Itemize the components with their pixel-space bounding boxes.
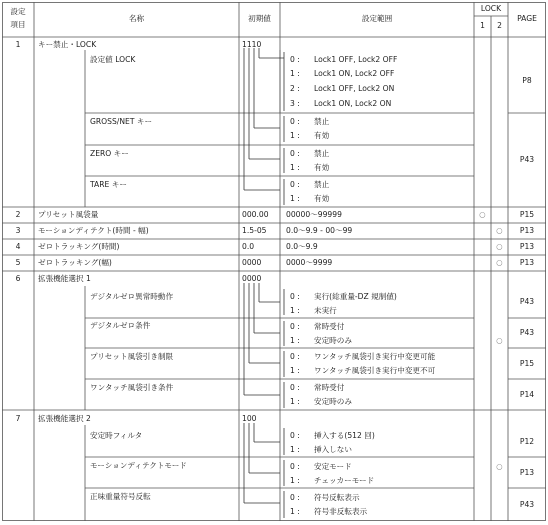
row6-sub1-opt0-key: 0 : xyxy=(290,292,300,301)
row7-sub2-opt1-val: チェッカーモード xyxy=(314,476,375,485)
row1-sub3-opt1-key: 1 : xyxy=(290,163,300,172)
row1-sub234-page: P43 xyxy=(519,155,535,164)
header-range: 設定範囲 xyxy=(361,14,393,23)
row1-sub4-opt0-val: 禁止 xyxy=(314,180,330,189)
row1-no: 1 xyxy=(15,40,21,49)
row6-sub4-name: ワンタッチ風袋引き条件 xyxy=(90,383,174,392)
header-lock: LOCK xyxy=(480,4,502,13)
row6-sub1-name: デジタルゼロ異常時動作 xyxy=(90,292,174,301)
row7-sub3-opt0-val: 符号反転表示 xyxy=(314,493,360,502)
row6-sub4-page: P14 xyxy=(519,390,535,399)
row1-sub2-opt1-val: 有効 xyxy=(314,131,330,140)
row7-name: 拡張機能選択 2 xyxy=(38,414,91,423)
row5-range: 0000～9999 xyxy=(286,258,333,267)
row7-no: 7 xyxy=(15,414,21,423)
row4-lock2: ○ xyxy=(496,242,503,251)
row2-no: 2 xyxy=(15,210,21,219)
row1-sub3-opt1-val: 有効 xyxy=(314,163,330,172)
row3-initial: 1.5-05 xyxy=(242,226,267,235)
header-page: PAGE xyxy=(517,14,537,23)
row1-sub1-opt3-val: Lock1 ON, Lock2 ON xyxy=(314,99,392,108)
row6-sub1-page: P43 xyxy=(519,297,535,306)
row2-name: プリセット風袋量 xyxy=(38,210,99,219)
row2-initial: 000.00 xyxy=(242,210,269,219)
row7-sub3-opt1-val: 符号非反転表示 xyxy=(314,507,368,516)
row7-sub2-opt1-key: 1 : xyxy=(290,476,300,485)
row6-no: 6 xyxy=(15,274,21,283)
row5-no: 5 xyxy=(15,258,21,267)
row1-sub1-opt2-val: Lock1 OFF, Lock2 ON xyxy=(314,84,395,93)
row7-sub2-opt0-val: 安定モード xyxy=(314,462,352,471)
row3-name: モーションディテクト(時間 ‐ 幅) xyxy=(38,226,149,235)
header-lock2: 2 xyxy=(497,21,502,30)
row1-sub3-name: ZERO キー xyxy=(90,149,129,158)
row7-sub1-page: P12 xyxy=(519,437,535,446)
row3-range: 0.0～9.9 - 00～99 xyxy=(286,226,353,235)
row4-name: ゼロトラッキング(時間) xyxy=(38,242,120,251)
row6-sub2-page: P43 xyxy=(519,328,535,337)
row6-name: 拡張機能選択 1 xyxy=(38,274,91,283)
row2-page: P15 xyxy=(519,210,535,219)
row7-sub2-opt0-key: 0 : xyxy=(290,462,300,471)
row3-no: 3 xyxy=(15,226,21,235)
row7-sub1-name: 安定時フィルタ xyxy=(90,431,143,440)
row6-sub2-name: デジタルゼロ条件 xyxy=(90,321,151,330)
row2-range: 00000～99999 xyxy=(286,210,342,219)
row6-sub4-opt1-val: 安定時のみ xyxy=(314,397,352,406)
row7-sub3-name: 正味重量符号反転 xyxy=(90,492,151,501)
row1-sub4-opt0-key: 0 : xyxy=(290,180,300,189)
row6-sub3-name: プリセット風袋引き制限 xyxy=(90,352,174,361)
row7-sub1-opt0-key: 0 : xyxy=(290,431,300,440)
row3-lock2: ○ xyxy=(496,226,503,235)
row7-lock2: ○ xyxy=(496,462,503,471)
header-initial: 初期値 xyxy=(248,14,271,23)
row6-sub3-opt1-val: ワンタッチ風袋引き実行中変更不可 xyxy=(314,366,436,375)
header-name: 名称 xyxy=(128,14,145,23)
header-setting-item: 設定 項目 xyxy=(10,7,26,29)
row6-sub3-opt1-key: 1 : xyxy=(290,366,300,375)
row6-sub3-page: P15 xyxy=(519,359,535,368)
row6-sub3-opt0-val: ワンタッチ風袋引き実行中変更可能 xyxy=(314,352,436,361)
row5-page: P13 xyxy=(519,258,535,267)
row6-sub4-opt0-key: 0 : xyxy=(290,383,300,392)
row6-sub1-opt0-val: 実行(総重量-DZ 規制値) xyxy=(314,292,397,301)
row1-sub4-name: TARE キー xyxy=(90,180,127,189)
row4-range: 0.0～9.9 xyxy=(286,242,318,251)
row1-sub1-opt3-key: 3 : xyxy=(290,99,300,108)
row4-initial: 0.0 xyxy=(242,242,255,251)
row4-no: 4 xyxy=(15,242,21,251)
row1-sub4-opt1-key: 1 : xyxy=(290,194,300,203)
row6-sub2-opt1-key: 1 : xyxy=(290,336,300,345)
row6-sub1-opt1-key: 1 : xyxy=(290,306,300,315)
row1-sub1-opt1-val: Lock1 ON, Lock2 OFF xyxy=(314,69,395,78)
header-lock1: 1 xyxy=(480,21,485,30)
row6-sub1-opt1-val: 未実行 xyxy=(314,306,337,315)
row6-sub4-opt0-val: 常時受付 xyxy=(314,383,345,392)
row1-sub1-name: 設定値 LOCK xyxy=(90,55,136,64)
row1-sub2-opt1-key: 1 : xyxy=(290,131,300,140)
row7-sub1-opt1-key: 1 : xyxy=(290,445,300,454)
row5-name: ゼロトラッキング(幅) xyxy=(38,258,112,267)
row1-sub2-opt0-key: 0 : xyxy=(290,117,300,126)
row1-sub1-opt2-key: 2 : xyxy=(290,84,300,93)
row1-sub3-opt0-key: 0 : xyxy=(290,149,300,158)
row1-sub2-opt0-val: 禁止 xyxy=(314,117,330,126)
row7-initial: 100 xyxy=(242,414,257,423)
row6-sub2-opt0-key: 0 : xyxy=(290,322,300,331)
row7-sub2-name: モーションディテクトモード xyxy=(90,461,187,470)
row1-name: キー禁止・LOCK xyxy=(38,40,97,49)
row7-sub1-opt1-val: 挿入しない xyxy=(314,445,352,454)
row1-sub1-opt0-val: Lock1 OFF, Lock2 OFF xyxy=(314,55,398,64)
row1-initial: 1110 xyxy=(242,40,262,49)
row3-page: P13 xyxy=(519,226,535,235)
row1-sub1-opt1-key: 1 : xyxy=(290,69,300,78)
row4-page: P13 xyxy=(519,242,535,251)
row6-sub2-opt1-val: 安定時のみ xyxy=(314,336,352,345)
row6-lock2: ○ xyxy=(496,336,503,345)
row7-sub3-opt1-key: 1 : xyxy=(290,507,300,516)
row6-initial: 0000 xyxy=(242,274,262,283)
row2-lock1: ○ xyxy=(479,210,486,219)
row1-sub1-opt0-key: 0 : xyxy=(290,55,300,64)
row7-sub2-page: P13 xyxy=(519,468,535,477)
row6-sub4-opt1-key: 1 : xyxy=(290,397,300,406)
row1-sub2-name: GROSS/NET キー xyxy=(90,117,153,126)
row7-sub3-opt0-key: 0 : xyxy=(290,493,300,502)
row6-sub2-opt0-val: 常時受付 xyxy=(314,322,345,331)
row7-sub3-page: P43 xyxy=(519,500,535,509)
row1-sub4-opt1-val: 有効 xyxy=(314,194,330,203)
row7-sub1-opt0-val: 挿入する(512 回) xyxy=(314,431,375,440)
row5-lock2: ○ xyxy=(496,258,503,267)
row1-sub1-page: P8 xyxy=(522,76,532,85)
row5-initial: 0000 xyxy=(242,258,262,267)
row1-sub3-opt0-val: 禁止 xyxy=(314,149,330,158)
row6-sub3-opt0-key: 0 : xyxy=(290,352,300,361)
